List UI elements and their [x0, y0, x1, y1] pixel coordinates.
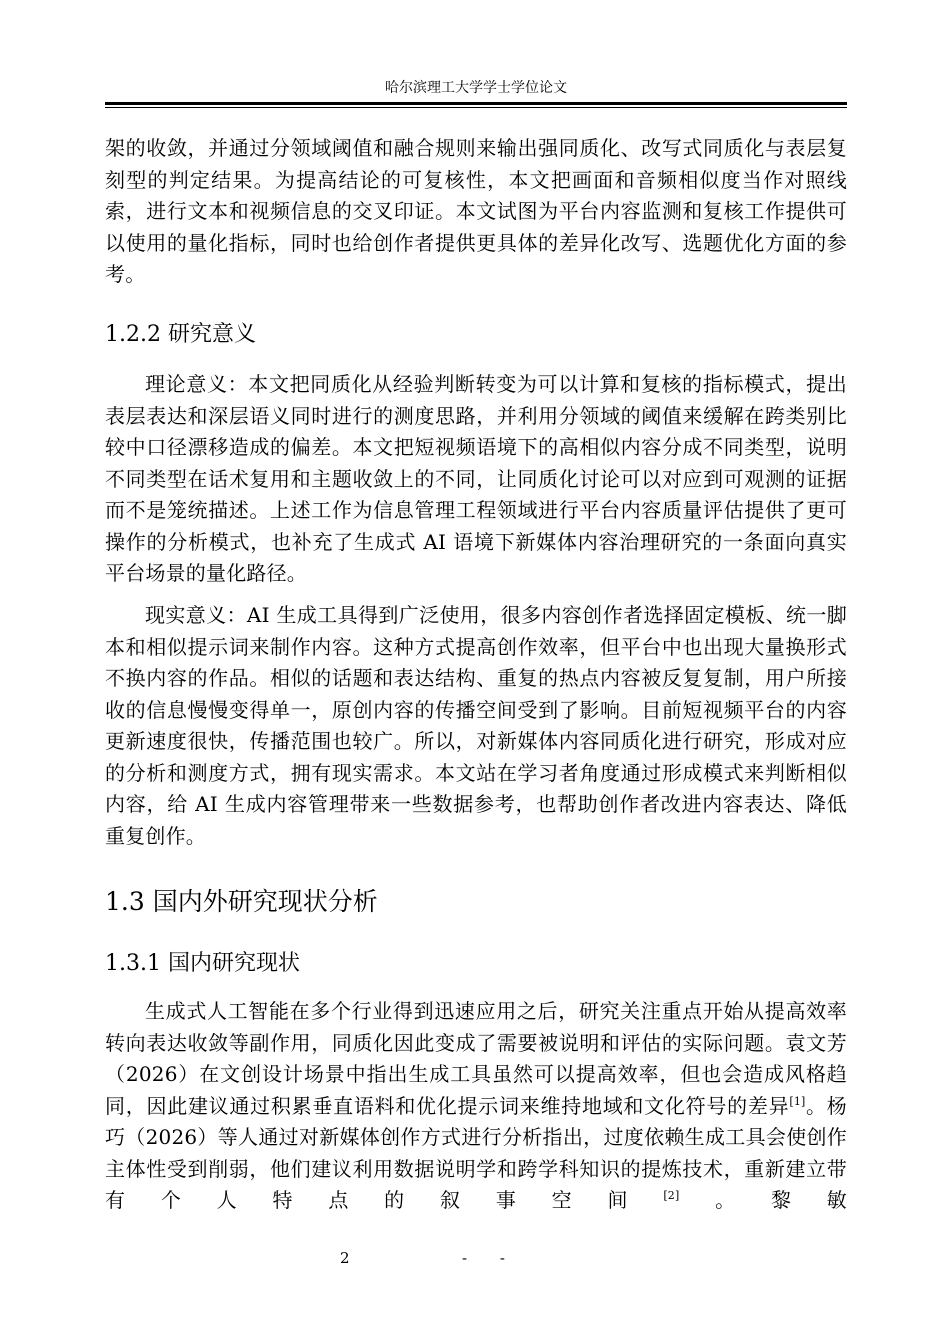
paragraph-practical-significance: 现实意义：AI 生成工具得到广泛使用，很多内容创作者选择固定模板、统一脚本和相似提示词来制作内容。这种方式提高创作效率，但平台中也出现大量换形式不换内容的作品。相似的话题和表达结构、重复的热点内容被反复复制，用户所接收的信息慢慢变得单一，原创内容的传播空间受到了影响。目前短视频平台的内容更新速度很快，传播范围也较广。所以，对新媒体内容同质化进行研究，形成对应的分析和测度方式，拥有现实需求。本文站在学习者角度通过形成模式来判断相似内容，给 AI 生成内容管理带来一些数据参考，也帮助创作者改进内容表达、降低重复创作。: [105, 603, 847, 848]
text-segment: 。杨巧（2026）等人通过对新媒体创作方式进行分析指出，过度依赖生成工具会使创作主体性受到削弱，他们建议利用数据说明学和跨学科知识的提炼技术，重新建立带有个人特点的叙事空间: [105, 1093, 847, 1212]
footer-dashes: - -: [462, 1249, 519, 1267]
text-segment: 。黎敏: [679, 1188, 847, 1212]
heading-1-2-2: 1.2.2 研究意义: [105, 322, 256, 347]
page-number: 2: [340, 1249, 350, 1267]
running-header: 哈尔滨理工大学学士学位论文: [385, 80, 567, 96]
header-rule-thick: [105, 102, 847, 105]
paragraph-domestic-research: [105, 996, 847, 1217]
paragraph-continued: 架的收敛，并通过分领域阈值和融合规则来输出强同质化、改写式同质化与表层复刻型的判定结果。为提高结论的可复核性，本文把画面和音频相似度当作对照线索，进行文本和视频信息的交叉印证。本文试图为平台内容监测和复核工作提供可以使用的量化指标，同时也给创作者提供更具体的差异化改写、选题优化方面的参考。: [105, 136, 847, 286]
heading-1-3-1: 1.3.1 国内研究现状: [105, 951, 300, 976]
citation-1[interactable]: [1]: [789, 1094, 806, 1108]
header-rule-thin: [105, 107, 847, 108]
text-segment: 生成式人工智能在多个行业得到迅速应用之后，研究关注重点开始从提高效率转向表达收敛等副作用，同质化因此变成了需要被说明和评估的实际问题。袁文芳（2026）在文创设计场景中指出生成工具虽然可以提高效率，但也会造成风格趋同，因此建议通过积累垂直语料和优化提示词来维持地域和文化符号的差异: [105, 999, 847, 1118]
heading-1-3: 1.3 国内外研究现状分析: [105, 887, 378, 916]
paragraph-theoretical-significance: 理论意义：本文把同质化从经验判断转变为可以计算和复核的指标模式，提出表层表达和深层语义同时进行的测度思路，并利用分领域的阈值来缓解在跨类别比较中口径漂移造成的偏差。本文把短视频语境下的高相似内容分成不同类型，说明不同类型在话术复用和主题收敛上的不同，让同质化讨论可以对应到可观测的证据而不是笼统描述。上述工作为信息管理工程领域进行平台内容质量评估提供了更可操作的分析模式，也补充了生成式 AI 语境下新媒体内容治理研究的一条面向真实平台场景的量化路径。: [105, 372, 847, 585]
citation-2[interactable]: [2]: [663, 1189, 680, 1202]
